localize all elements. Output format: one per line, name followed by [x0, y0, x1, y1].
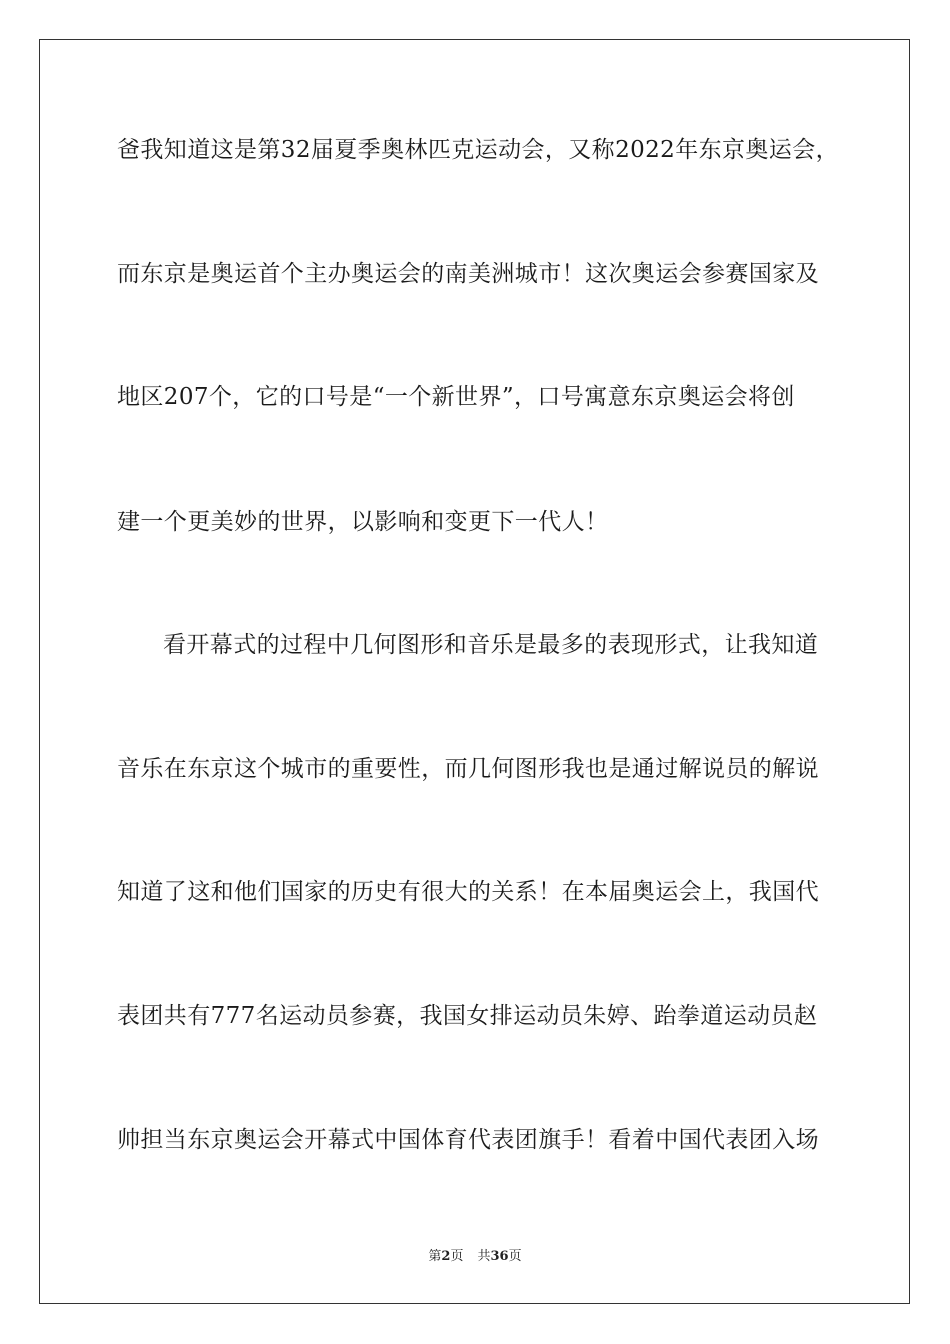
- total-pages: 36: [490, 1249, 509, 1264]
- page-number: 2: [441, 1249, 451, 1264]
- page-border: [39, 39, 910, 1304]
- body-text-line: 音乐在东京这个城市的重要性，而几何图形我也是通过解说员的解说: [117, 756, 819, 782]
- page-footer: [0, 1248, 950, 1266]
- total-label-prefix: 共: [477, 1249, 491, 1264]
- body-text-line: 知道了这和他们国家的历史有很大的关系！在本届奥运会上，我国代: [117, 879, 819, 905]
- body-text-line: 建一个更美妙的世界，以影响和变更下一代人！: [117, 509, 609, 535]
- body-text-line: 爸我知道这是第32届夏季奥林匹克运动会，又称2022年东京奥运会，: [117, 137, 839, 163]
- body-text-line: 而东京是奥运首个主办奥运会的南美洲城市！这次奥运会参赛国家及: [117, 261, 819, 287]
- body-text-line: 地区207个，它的口号是“一个新世界”，口号寓意东京奥运会将创: [117, 384, 795, 410]
- page-label-prefix: 第: [428, 1249, 442, 1264]
- body-text-line: 表团共有777名运动员参赛，我国女排运动员朱婷、跆拳道运动员赵: [117, 1003, 818, 1029]
- page-label-suffix: 页: [450, 1249, 464, 1264]
- body-text-line: 帅担当东京奥运会开幕式中国体育代表团旗手！看着中国代表团入场: [117, 1127, 819, 1153]
- paragraph-first-line: 看开幕式的过程中几何图形和音乐是最多的表现形式，让我知道: [163, 632, 819, 658]
- total-label-suffix: 页: [508, 1249, 522, 1264]
